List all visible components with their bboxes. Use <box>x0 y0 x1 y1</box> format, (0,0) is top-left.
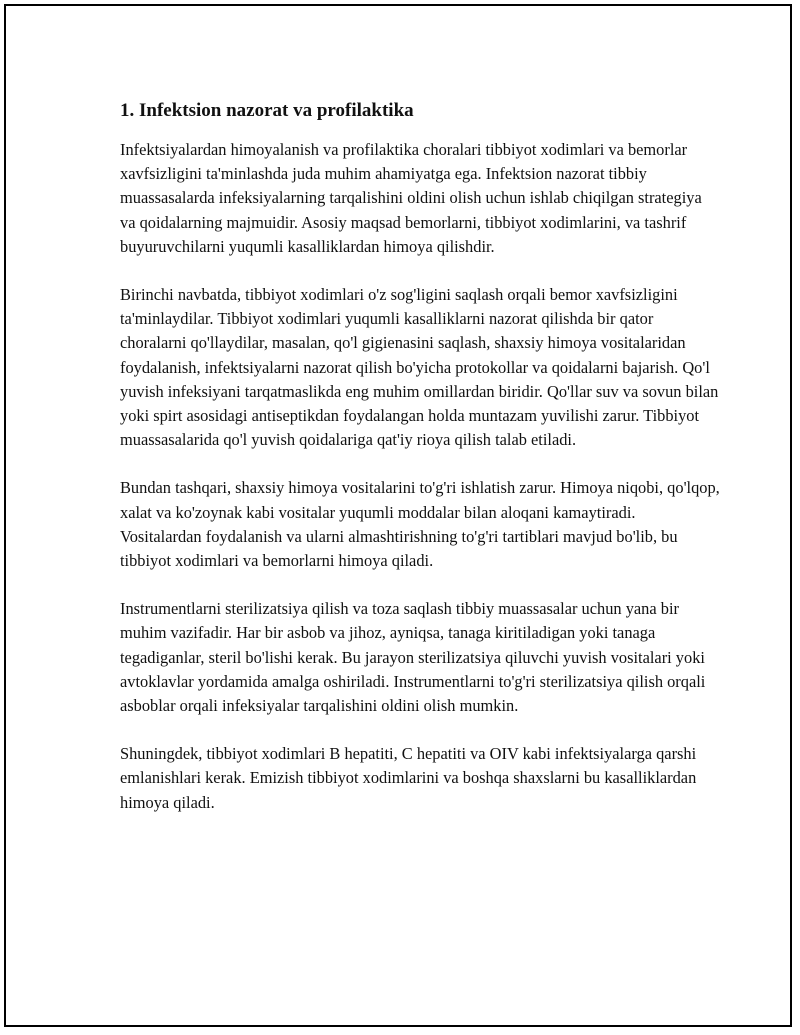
document-body <box>120 98 720 839</box>
paragraph-5: Shuningdek, tibbiyot xodimlari B hepatiti, C hepatiti va OIV kabi infektsiyalarga qarshi emlanishlari kerak. Emizish tibbiyot xodimlarini va boshqa shaxslarni bu kasalliklardan himoya qiladi. <box>120 744 697 812</box>
paragraph-3: Bundan tashqari, shaxsiy himoya vositalarini to'g'ri ishlatish zarur. Himoya niqobi, qo'lqop, xalat va ko'zoynak kabi vositalar yuqumli moddalar bilan aloqani kamaytiradi. Vositalardan foydalanish va ularni almashtirishning to'g'ri tartiblari mavjud bo'lib, bu tibbiyot xodimlari va bemorlarni himoya qiladi. <box>120 478 720 571</box>
paragraph-2: Birinchi navbatda, tibbiyot xodimlari o'z sog'ligini saqlash orqali bemor xavfsizligini ta'minlaydilar. Tibbiyot xodimlari yuqumli kasalliklarni nazorat qilishda bir qator choralarni qo'llaydilar, masalan, qo'l gigienasini saqlash, shaxsiy himoya vositalaridan foydalanish, infektsiyalarni nazorat qilish bo'yicha protokollar va qoidalarni bajarish. Qo'l yuvish infeksiyani tarqatmaslikda eng muhim omillardan biridir. Qo'llar suv va sovun bilan yoki spirt asosidagi antiseptikdan foydalangan holda muntazam yuvilishi zarur. Tibbiyot muassasalarida qo'l yuvish qoidalariga qat'iy rioya qilish talab etiladi. <box>120 285 719 450</box>
page-border <box>4 4 792 1027</box>
page-title: 1. Infektsion nazorat va profilaktika <box>120 100 414 121</box>
paragraph-1: Infektsiyalardan himoyalanish va profilaktika choralari tibbiyot xodimlari va bemorlar xavfsizligini ta'minlashda juda muhim ahamiyatga ega. Infektsion nazorat tibbiy muassasalarda infeksiyalarning tarqalishini oldini olish uchun ishlab chiqilgan strategiya va qoidalarning majmuidir. Asosiy maqsad bemorlarni, tibbiyot xodimlarini, va tashrif buyuruvchilarni yuqumli kasalliklardan himoya qilishdir. <box>120 140 702 256</box>
paragraph-4: Instrumentlarni sterilizatsiya qilish va toza saqlash tibbiy muassasalar uchun yana bir muhim vazifadir. Har bir asbob va jihoz, ayniqsa, tanaga kiritiladigan yoki tanaga tegadiganlar, steril bo'lishi kerak. Bu jarayon sterilizatsiya qiluvchi yuvish vositalari yoki avtoklavlar yordamida amalga oshiriladi. Instrumentlarni to'g'ri sterilizatsiya qilish orqali asboblar orqali infeksiyalar tarqalishini oldini olish mumkin. <box>120 599 706 716</box>
